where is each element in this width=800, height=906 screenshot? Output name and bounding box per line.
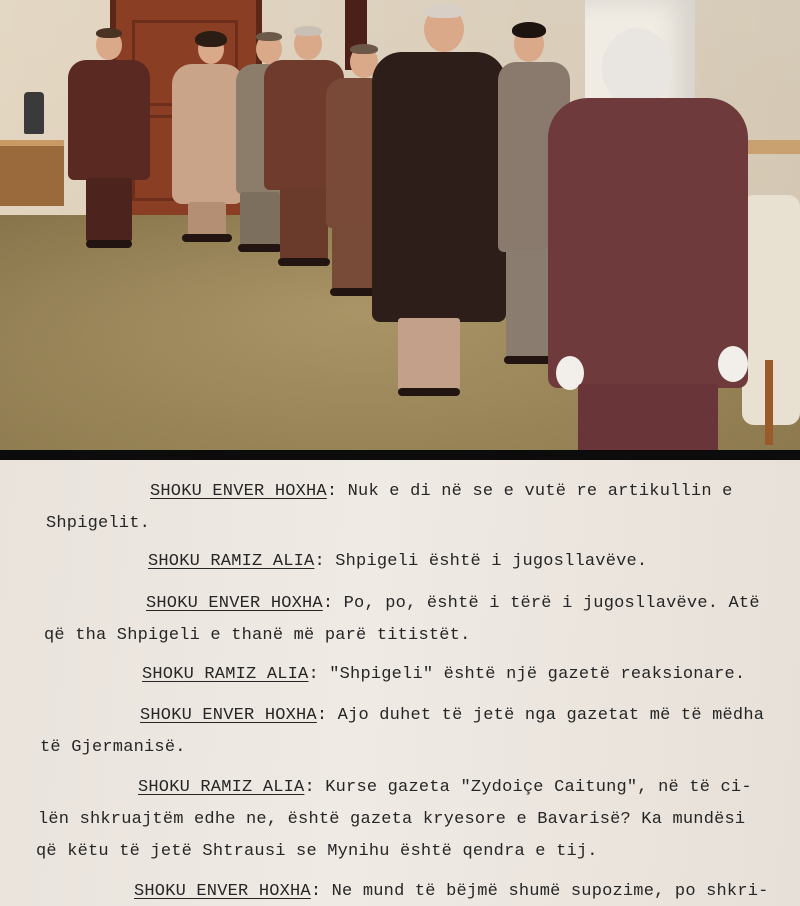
chair-leg — [765, 360, 773, 445]
typed-transcript — [0, 460, 800, 906]
transcript-line — [38, 810, 745, 829]
speaker-name: SHOKU RAMIZ ALIA — [138, 778, 305, 797]
transcript-text: që tha Shpigeli e thanë më parë titistët. — [44, 626, 471, 645]
transcript-text: Kurse gazeta "Zydoiçe Caitung", në të ci- — [325, 778, 752, 797]
lamp — [24, 92, 44, 134]
transcript-line — [36, 842, 598, 861]
transcript-text: Ne mund të bëjmë shumë supozime, po shkri- — [331, 882, 769, 901]
side-table — [0, 140, 64, 206]
transcript-text: Po, po, është i tërë i jugosllavëve. Atë — [343, 594, 760, 613]
speaker-name: SHOKU RAMIZ ALIA — [142, 665, 309, 684]
transcript-text: Ajo duhet të jetë nga gazetat më të mëdha — [337, 706, 765, 725]
transcript-text: që këtu të jetë Shtrausi se Mynihu është qendra e tij. — [36, 842, 598, 861]
transcript-text: Nuk e di në se e vutë re artikullin e — [347, 482, 733, 501]
transcript-text: "Shpigeli" është një gazetë reaksionare. — [329, 665, 746, 684]
group-photo — [0, 0, 800, 450]
transcript-text: të Gjermanisë. — [40, 738, 186, 757]
transcript-line: SHOKU RAMIZ ALIA: Kurse gazeta "Zydoiçe Caitung", në të ci- — [138, 778, 752, 797]
transcript-line: SHOKU ENVER HOXHA: Po, po, është i tërë i jugosllavëve. Atë — [146, 594, 760, 613]
transcript-line — [44, 626, 470, 645]
panel-divider — [0, 450, 800, 460]
speaker-name: SHOKU ENVER HOXHA — [150, 482, 327, 501]
transcript-line — [46, 514, 150, 533]
transcript-line — [40, 738, 186, 757]
speaker-name: SHOKU ENVER HOXHA — [140, 706, 317, 725]
transcript-line: SHOKU ENVER HOXHA: Nuk e di në se e vutë re artikullin e — [150, 482, 733, 501]
transcript-line: SHOKU ENVER HOXHA: Ne mund të bëjmë shumë supozime, po shkri- — [134, 882, 769, 901]
transcript-line: SHOKU RAMIZ ALIA: Shpigeli është i jugosllavëve. — [148, 552, 648, 571]
transcript-text: Shpigeli është i jugosllavëve. — [335, 552, 648, 571]
speaker-name: SHOKU RAMIZ ALIA — [148, 552, 315, 571]
transcript-line: SHOKU RAMIZ ALIA: "Shpigeli" është një gazetë reaksionare. — [142, 665, 746, 684]
speaker-name: SHOKU ENVER HOXHA — [146, 594, 323, 613]
speaker-name: SHOKU ENVER HOXHA — [134, 882, 311, 901]
transcript-text: Shpigelit. — [46, 514, 151, 533]
transcript-text: lën shkruajtëm edhe ne, është gazeta kryesore e Bavarisë? Ka mundësi — [38, 810, 746, 829]
transcript-line: SHOKU ENVER HOXHA: Ajo duhet të jetë nga gazetat më të mëdha — [140, 706, 765, 725]
